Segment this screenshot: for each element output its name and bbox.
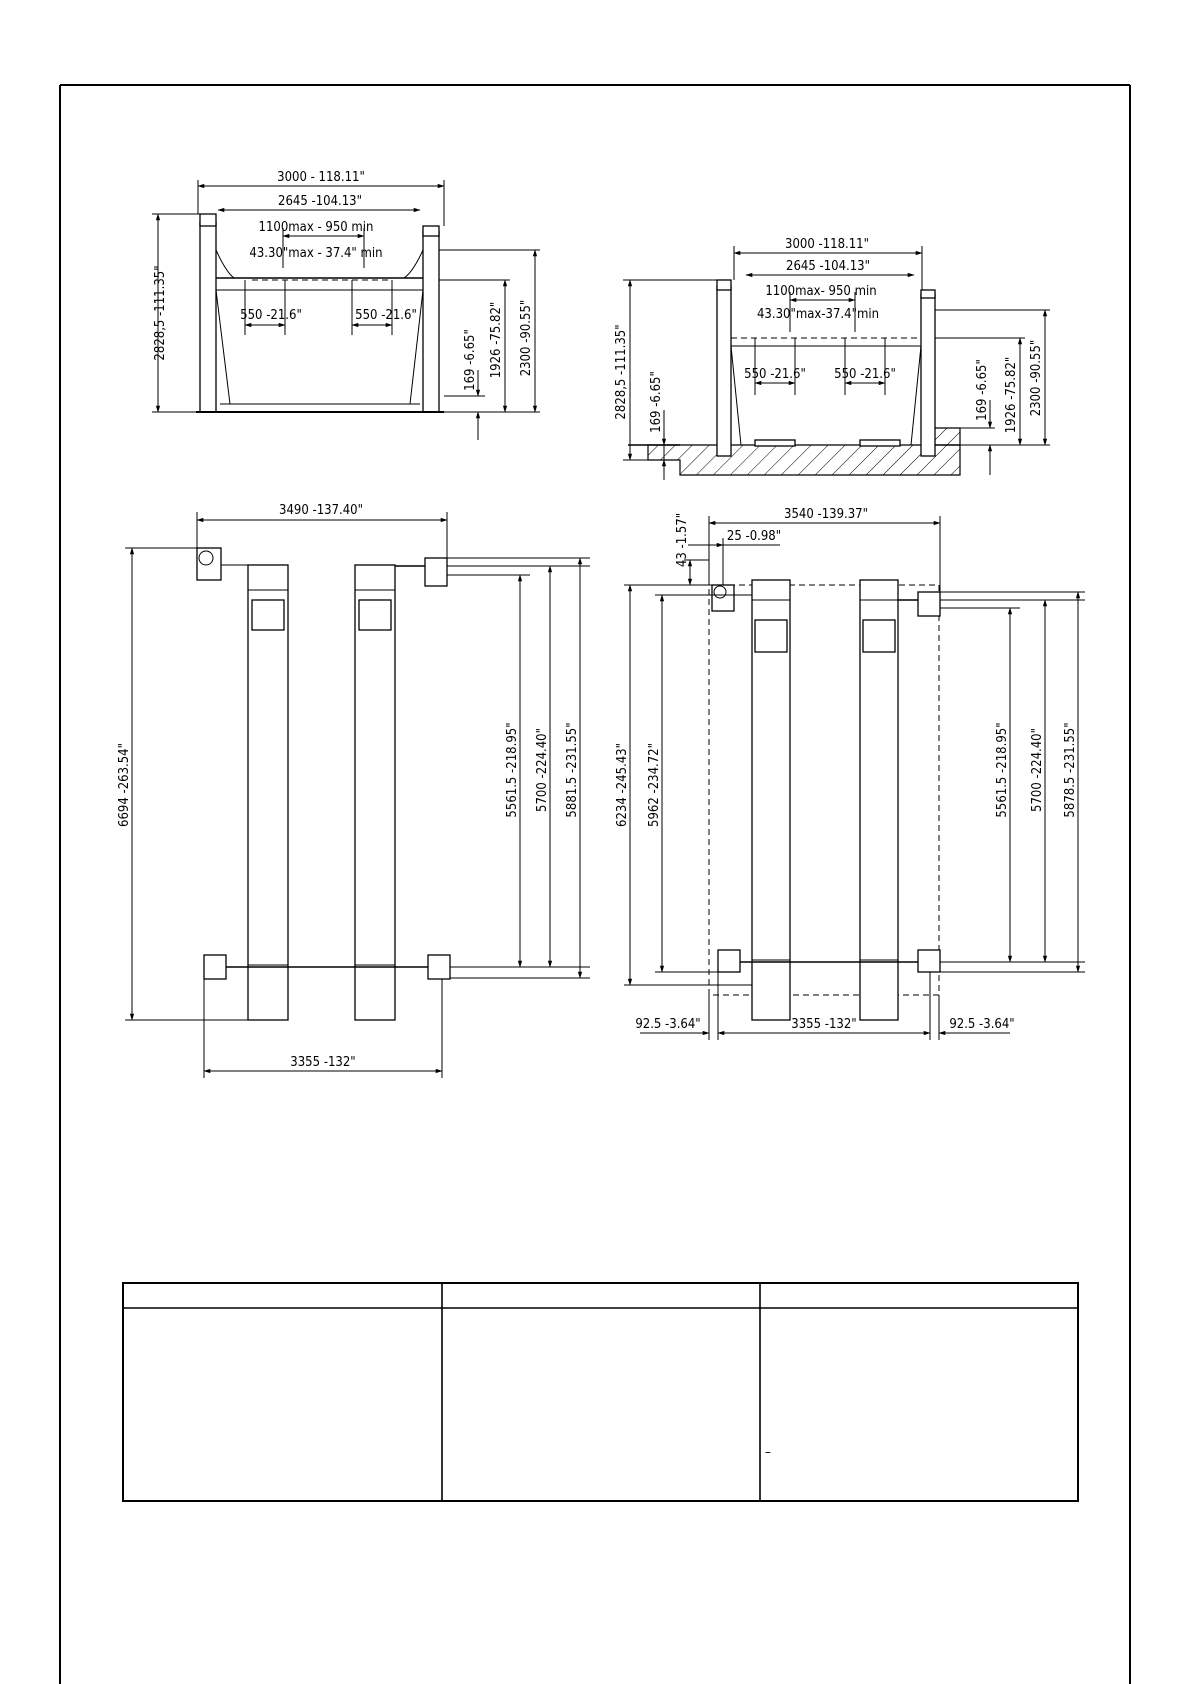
dim-arm-range-mm: 1100max - 950 min: [258, 220, 374, 235]
runway-left: [248, 565, 288, 1020]
dim-recess-depth: 169 -6.65": [649, 371, 664, 433]
dim-plan-overall-length: 6694 -263.54": [117, 743, 132, 827]
front-view-right: [614, 237, 1050, 480]
ground-pit-hatch: [648, 428, 960, 475]
dim-pit-offset-43: 43 -1.57": [675, 512, 690, 568]
dim-post-height-pit: 2828,5 -111.35": [614, 324, 629, 420]
dim-pad-right: 550 -21.6": [355, 308, 417, 323]
dim-pit-b: 5700 -224.40": [1030, 728, 1045, 812]
dim-lift-height: 1926 -75.82": [489, 301, 504, 379]
dim-overall-width: 3000 - 118.11": [277, 170, 365, 185]
title-block: [123, 1283, 1078, 1501]
plan-pit-post-br: [918, 950, 940, 972]
dim-plan-overall-width: 3490 -137.40": [279, 503, 363, 518]
plan-post-br: [428, 955, 450, 979]
dim-lift-height-pit: 1926 -75.82": [1004, 356, 1019, 434]
dim-clearance-height: 2300 -90.55": [519, 299, 534, 377]
dim-inner-width: 2645 -104.13": [278, 194, 362, 209]
plan-post-tr: [425, 558, 447, 586]
dim-plan-base-width: 3355 -132": [290, 1055, 356, 1070]
dim-clearance-height-pit: 2300 -90.55": [1029, 339, 1044, 417]
dim-pit-base-width: 3355 -132": [791, 1017, 857, 1032]
left-post: [200, 222, 216, 412]
title-block-mark: –: [765, 1445, 771, 1460]
dim-overall-width-pit: 3000 -118.11": [785, 237, 869, 252]
dim-pit-side-left: 92.5 -3.64": [635, 1017, 701, 1032]
dim-pit-c: 5878.5 -231.55": [1063, 722, 1078, 818]
dim-min-height-pit: 169 -6.65": [975, 359, 990, 421]
dim-pit-plan-overall-width: 3540 -139.37": [784, 507, 868, 522]
plan-view-right: [615, 507, 1085, 1040]
plan-pit-post-tr: [918, 592, 940, 616]
plan-view-left: [117, 503, 590, 1078]
plan-post-bl: [204, 955, 226, 979]
dim-min-height: 169 -6.65": [463, 329, 478, 391]
dim-pit-side-right: 92.5 -3.64": [949, 1017, 1015, 1032]
dim-pad-left-pit: 550 -21.6": [744, 367, 806, 382]
dim-arm-range-in-pit: 43.30"max-37.4"min: [756, 307, 880, 322]
pit-outline: [709, 585, 939, 995]
right-post-pit: [921, 294, 935, 456]
plan-pit-post-bl: [718, 950, 740, 972]
dim-pad-right-pit: 550 -21.6": [834, 367, 896, 382]
front-view-left: [152, 170, 540, 440]
dim-pit-offset-25: 25 -0.98": [726, 529, 782, 544]
left-post-pit: [717, 286, 731, 456]
dim-pit-a: 5561.5 -218.95": [995, 722, 1010, 818]
dim-pit-runway-length: 5962 -234.72": [647, 743, 662, 827]
dim-post-height: 2828,5 -111.35": [153, 265, 168, 361]
dim-pit-overall-length: 6234 -245.43": [615, 743, 630, 827]
dim-arm-range-in: 43.30"max - 37.4" min: [249, 246, 383, 261]
dim-inner-width-pit: 2645 -104.13": [786, 259, 870, 274]
dim-pad-left: 550 -21.6": [240, 308, 302, 323]
right-post: [423, 232, 439, 412]
dim-arm-range-mm-pit: 1100max- 950 min: [765, 284, 877, 299]
runway-right: [355, 565, 395, 1020]
dim-plan-c: 5881.5 -231.55": [565, 722, 580, 818]
dim-plan-b: 5700 -224.40": [535, 728, 550, 812]
dim-plan-a: 5561.5 -218.95": [505, 722, 520, 818]
